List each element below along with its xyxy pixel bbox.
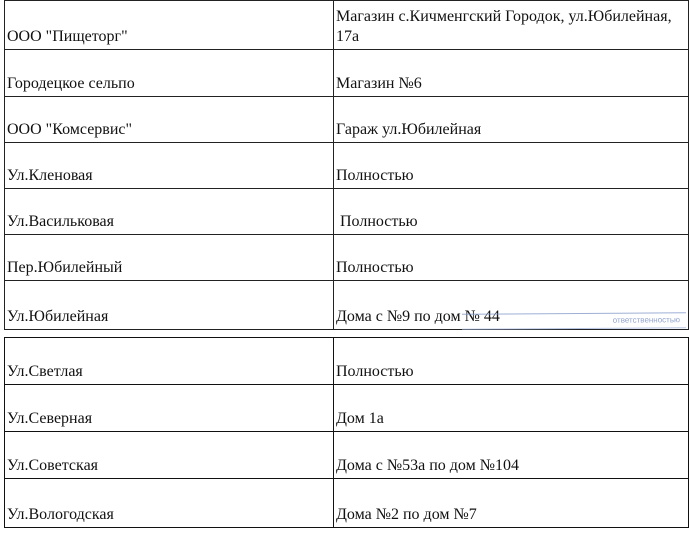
- street-name-cell: Ул.Северная: [5, 385, 334, 432]
- street-name-cell: Пер.Юбилейный: [5, 235, 334, 281]
- street-name-cell: ООО "Пищеторг": [5, 1, 334, 50]
- street-name-cell: Ул.Вологодская: [5, 479, 334, 528]
- table-row: [5, 338, 689, 385]
- table-row: [5, 50, 689, 97]
- street-name-cell: Ул.Светлая: [5, 338, 334, 385]
- street-name-cell: ООО "Комсервис": [5, 97, 334, 143]
- street-name-cell: Ул.Юбилейная: [5, 281, 334, 330]
- table-row: [5, 143, 689, 189]
- street-name-cell: Ул.Советская: [5, 432, 334, 479]
- street-name-cell: Городецкое сельпо: [5, 50, 334, 97]
- table-body: [5, 1, 689, 330]
- table-body: [5, 338, 689, 528]
- stamp-imprint: ответственностью: [462, 312, 686, 330]
- streets-table-bottom: [4, 337, 689, 528]
- coverage-cell: Полностью: [334, 189, 689, 235]
- table-row: [5, 97, 689, 143]
- coverage-cell: Полностью: [334, 143, 689, 189]
- coverage-cell: Магазин с.Кичменгский Городок, ул.Юбилейная, 17а: [334, 1, 689, 50]
- table-row: [5, 1, 689, 50]
- coverage-cell: Дома с №9 по дом № 44: [334, 281, 689, 330]
- table-row: [5, 385, 689, 432]
- street-name-cell: Ул.Васильковая: [5, 189, 334, 235]
- coverage-cell: Полностью: [334, 235, 689, 281]
- coverage-cell: Полностью: [334, 338, 689, 385]
- table-row: [5, 432, 689, 479]
- streets-table-top: [4, 0, 689, 330]
- coverage-cell: Магазин №6: [334, 50, 689, 97]
- coverage-cell: Дом 1а: [334, 385, 689, 432]
- street-name-cell: Ул.Кленовая: [5, 143, 334, 189]
- table-row: [5, 235, 689, 281]
- coverage-cell: Дома №2 по дом №7: [334, 479, 689, 528]
- table-row: [5, 479, 689, 528]
- coverage-cell: Гараж ул.Юбилейная: [334, 97, 689, 143]
- table-row: [5, 189, 689, 235]
- coverage-cell: Дома с №53а по дом №104: [334, 432, 689, 479]
